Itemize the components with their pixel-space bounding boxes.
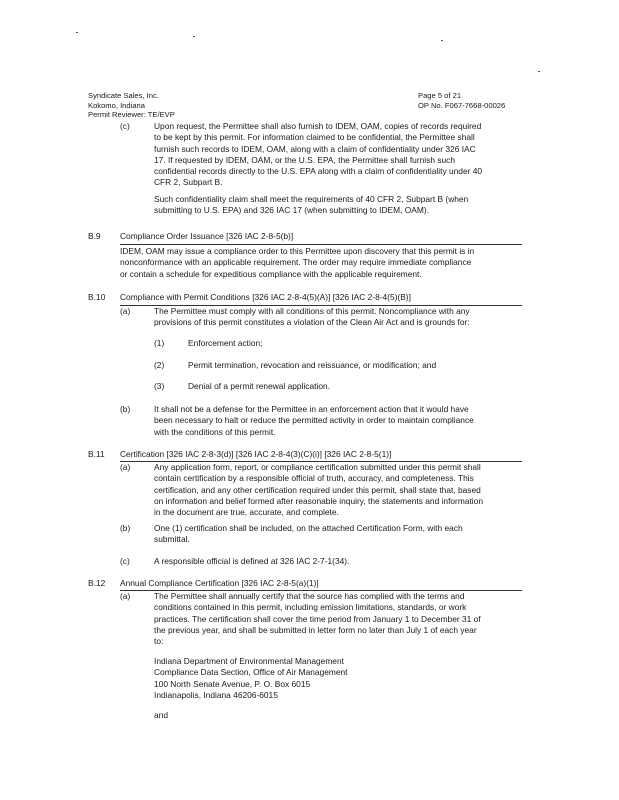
page-header-right — [418, 91, 505, 110]
text-line: furnish such records to IDEM, OAM, along with a claim of confidentiality under 326 IAC — [154, 143, 476, 154]
section-number-b9: B.9 — [88, 231, 101, 241]
text-line: Any application form, report, or compliance certification submitted under this permit shall — [154, 462, 481, 472]
b12-a-label: (a) — [120, 591, 131, 601]
b10-item-number: (3) — [154, 381, 165, 391]
text-line: been necessary to halt or reduce the permitted activity in order to maintain compliance — [154, 415, 474, 426]
b10-b-paragraph — [154, 404, 474, 438]
text-line: IDEM, OAM may issue a compliance order to this Permittee upon discovery that this permit is in — [120, 246, 475, 256]
scan-speck — [441, 40, 443, 41]
page-header-left — [88, 91, 175, 120]
b8-c-confidentiality — [154, 194, 468, 217]
text-line: submitting to U.S. EPA) and 326 IAC 17 (when submitting to IDEM, OAM). — [154, 205, 429, 216]
text-line: CFR 2, Subpart B. — [154, 177, 223, 188]
text-line: Such confidentiality claim shall meet the requirements of 40 CFR 2, Subpart B (when — [154, 194, 469, 204]
text-line: certification, and any other certification required under this permit, shall state that, based — [154, 484, 481, 495]
section-title-b10: Compliance with Permit Conditions [326 IAC 2-8-4(5)(A)] [326 IAC 2-8-4(5)(B)] — [120, 292, 411, 302]
header-page-number: Page 5 of 21 — [418, 91, 462, 100]
section-rule — [120, 244, 522, 245]
text-line: 17. If requested by IDEM, OAM, or the U.S. EPA, the Permittee shall furnish such — [154, 154, 456, 165]
b11-a-label: (a) — [120, 462, 131, 472]
section-title-b9: Compliance Order Issuance [326 IAC 2-8-5(b)] — [120, 231, 294, 241]
b11-b-paragraph — [154, 523, 463, 546]
text-line: contain certification by a responsible official of truth, accuracy, and completeness. This — [154, 473, 474, 484]
b10-a-paragraph — [154, 306, 470, 329]
text-line: The Permittee shall annually certify that the source has complied with the terms and — [154, 591, 465, 601]
text-line: conditions contained in this permit, including emission limitations, standards, or work — [154, 602, 467, 613]
b10-b-label: (b) — [120, 404, 131, 414]
text-line: One (1) certification shall be included, on the attached Certification Form, with each — [154, 523, 463, 533]
b10-item-text: Denial of a permit renewal application. — [188, 381, 330, 391]
scan-speck — [76, 32, 78, 33]
text-line: to be kept by this permit. For information claimed to be confidential, the Permittee shall — [154, 132, 475, 143]
text-line: the previous year, and shall be submitted in letter form no later than July 1 of each year — [154, 624, 477, 635]
address-line: 100 North Senate Avenue, P. O. Box 6015 — [154, 678, 311, 689]
b8-c-paragraph — [154, 121, 482, 189]
b8-c-label: (c) — [120, 121, 130, 131]
text-line: provisions of this permit constitutes a violation of the Clean Air Act and is grounds for: — [154, 317, 470, 328]
address-line: Compliance Data Section, Office of Air Management — [154, 667, 348, 678]
b11-b-label: (b) — [120, 523, 131, 533]
header-location: Kokomo, Indiana — [88, 100, 145, 110]
header-company: Syndicate Sales, Inc. — [88, 91, 159, 100]
b12-a-paragraph — [154, 591, 481, 647]
scan-speck — [538, 71, 540, 72]
b11-c-text: A responsible official is defined at 326 IAC 2-7-1(34). — [154, 556, 350, 566]
b10-item-text: Enforcement action; — [188, 338, 263, 348]
b10-item-number: (1) — [154, 338, 165, 348]
b11-a-paragraph — [154, 462, 483, 518]
b10-item-number: (2) — [154, 360, 165, 370]
text-line: or contain a schedule for expeditious compliance with the applicable requirement. — [120, 268, 422, 279]
section-number-b10: B.10 — [88, 292, 106, 302]
b10-item-text: Permit termination, revocation and reissuance, or modification; and — [188, 360, 437, 370]
header-op-number: OP No. F067-7668-00026 — [418, 100, 506, 110]
b9-paragraph — [120, 246, 474, 280]
text-line: submittal. — [154, 534, 190, 545]
address-line: Indiana Department of Environmental Management — [154, 656, 344, 666]
b11-c-label: (c) — [120, 556, 130, 566]
text-line: nonconformance with an applicable requirement. The order may require immediate compliance — [120, 257, 472, 268]
text-line: in the document are true, accurate, and complete. — [154, 507, 339, 518]
b10-a-label: (a) — [120, 306, 131, 316]
text-line: practices. The certification shall cover the time period from January 1 to December 31 of — [154, 613, 481, 624]
section-title-b11: Certification [326 IAC 2-8-3(d)] [326 IAC 2-8-4(3)(C)(i)] [326 IAC 2-8-5(1)] — [120, 449, 392, 459]
b12-and-text: and — [154, 710, 168, 720]
section-number-b11: B.11 — [88, 449, 105, 459]
text-line: on information and belief formed after reasonable inquiry, the statements and information — [154, 495, 483, 506]
text-line: The Permittee must comply with all conditions of this permit. Noncompliance with any — [154, 306, 470, 316]
text-line: Upon request, the Permittee shall also furnish to IDEM, OAM, copies of records required — [154, 121, 482, 131]
text-line: It shall not be a defense for the Permittee in an enforcement action that it would have — [154, 404, 469, 414]
text-line: with the conditions of this permit. — [154, 426, 276, 437]
text-line: confidential records directly to the U.S. EPA along with a claim of confidentiality under 40 — [154, 166, 483, 177]
b12-address-block — [154, 656, 348, 701]
address-line: Indianapolis, Indiana 46206-6015 — [154, 689, 278, 700]
text-line: to: — [154, 636, 164, 647]
section-title-b12: Annual Compliance Certification [326 IAC 2-8-5(a)(1)] — [120, 578, 319, 588]
header-reviewer: Permit Reviewer: TE/EVP — [88, 110, 175, 120]
section-number-b12: B.12 — [88, 578, 106, 588]
scan-speck — [193, 36, 195, 37]
